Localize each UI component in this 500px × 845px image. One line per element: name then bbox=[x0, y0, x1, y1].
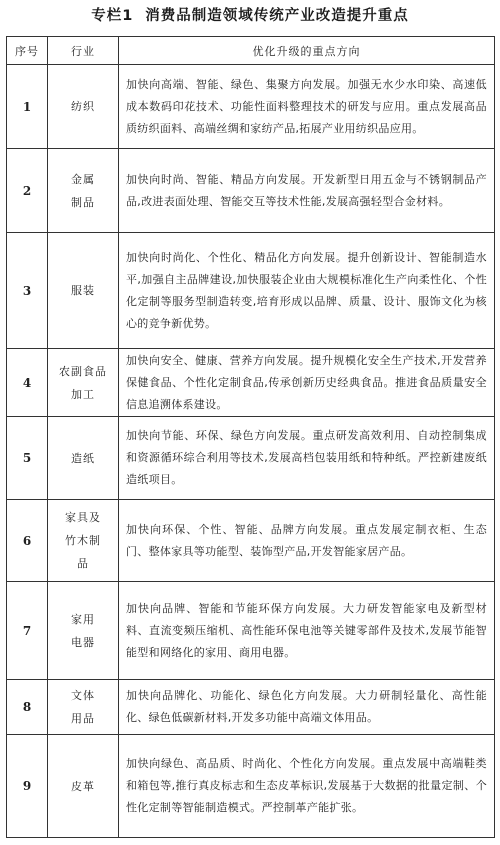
table-row bbox=[7, 417, 495, 500]
row-industry: 纺织 bbox=[48, 65, 119, 149]
table-row bbox=[7, 500, 495, 582]
row-industry: 农副食品加工 bbox=[48, 349, 119, 417]
row-number: 8 bbox=[7, 680, 48, 735]
table-header-row bbox=[7, 37, 495, 65]
column-label: 专栏1 bbox=[91, 8, 134, 24]
row-industry: 家用电器 bbox=[48, 582, 119, 680]
table-row bbox=[7, 233, 495, 349]
key-points-table bbox=[6, 36, 495, 838]
row-industry: 皮革 bbox=[48, 735, 119, 838]
row-number: 3 bbox=[7, 233, 48, 349]
page-title bbox=[0, 0, 500, 30]
table-row bbox=[7, 582, 495, 680]
row-direction: 加快向绿色、高品质、时尚化、个性化方向发展。重点发展中高端鞋类和箱包等,推行真皮标志和生态皮革标识,发展基于大数据的批量定制、个性化定制等智能制造模式。严控制革产能扩张。 bbox=[119, 735, 495, 838]
row-number: 7 bbox=[7, 582, 48, 680]
header-industry: 行业 bbox=[48, 37, 119, 65]
row-direction: 加快向品牌化、功能化、绿色化方向发展。大力研制轻量化、高性能化、绿色低碳新材料,开发多功能中高端文体用品。 bbox=[119, 680, 495, 735]
row-industry: 服装 bbox=[48, 233, 119, 349]
table-row bbox=[7, 149, 495, 233]
row-industry: 造纸 bbox=[48, 417, 119, 500]
row-industry: 金属制品 bbox=[48, 149, 119, 233]
row-direction: 加快向节能、环保、绿色方向发展。重点研发高效利用、自动控制集成和资源循环综合利用等技术,发展高档包装用纸和特种纸。严控新建废纸造纸项目。 bbox=[119, 417, 495, 500]
row-number: 2 bbox=[7, 149, 48, 233]
row-direction: 加快向高端、智能、绿色、集聚方向发展。加强无水少水印染、高速低成本数码印花技术、功能性面料整理技术的研发与应用。重点发展高品质纺织面料、高端丝绸和家纺产品,拓展产业用纺织品应用。 bbox=[119, 65, 495, 149]
row-direction: 加快向品牌、智能和节能环保方向发展。大力研发智能家电及新型材料、直流变频压缩机、高性能环保电池等关键零部件及技术,发展节能智能型和网络化的家用、商用电器。 bbox=[119, 582, 495, 680]
row-number: 1 bbox=[7, 65, 48, 149]
row-direction: 加快向安全、健康、营养方向发展。提升规模化安全生产技术,开发营养保健食品、个性化定制食品,传承创新历史经典食品。推进食品质量安全信息追溯体系建设。 bbox=[119, 349, 495, 417]
row-direction: 加快向环保、个性、智能、品牌方向发展。重点发展定制衣柜、生态门、整体家具等功能型、装饰型产品,开发智能家居产品。 bbox=[119, 500, 495, 582]
header-number: 序号 bbox=[7, 37, 48, 65]
row-direction: 加快向时尚、智能、精品方向发展。开发新型日用五金与不锈钢制品产品,改进表面处理、智能交互等技术性能,发展高强轻型合金材料。 bbox=[119, 149, 495, 233]
row-number: 4 bbox=[7, 349, 48, 417]
row-direction: 加快向时尚化、个性化、精品化方向发展。提升创新设计、智能制造水平,加强自主品牌建设,加快服装企业由大规模标准化生产向柔性化、个性化定制等服务型制造转变,培育形成以品牌、质量、设计、服饰文化为核心的竞争新优势。 bbox=[119, 233, 495, 349]
row-number: 6 bbox=[7, 500, 48, 582]
row-number: 5 bbox=[7, 417, 48, 500]
table-row bbox=[7, 349, 495, 417]
table-row bbox=[7, 65, 495, 149]
table-row bbox=[7, 680, 495, 735]
row-industry: 文体用品 bbox=[48, 680, 119, 735]
row-number: 9 bbox=[7, 735, 48, 838]
row-industry: 家具及竹木制品 bbox=[48, 500, 119, 582]
table-row bbox=[7, 735, 495, 838]
title-text: 消费品制造领域传统产业改造提升重点 bbox=[145, 8, 409, 24]
header-direction: 优化升级的重点方向 bbox=[119, 37, 495, 65]
